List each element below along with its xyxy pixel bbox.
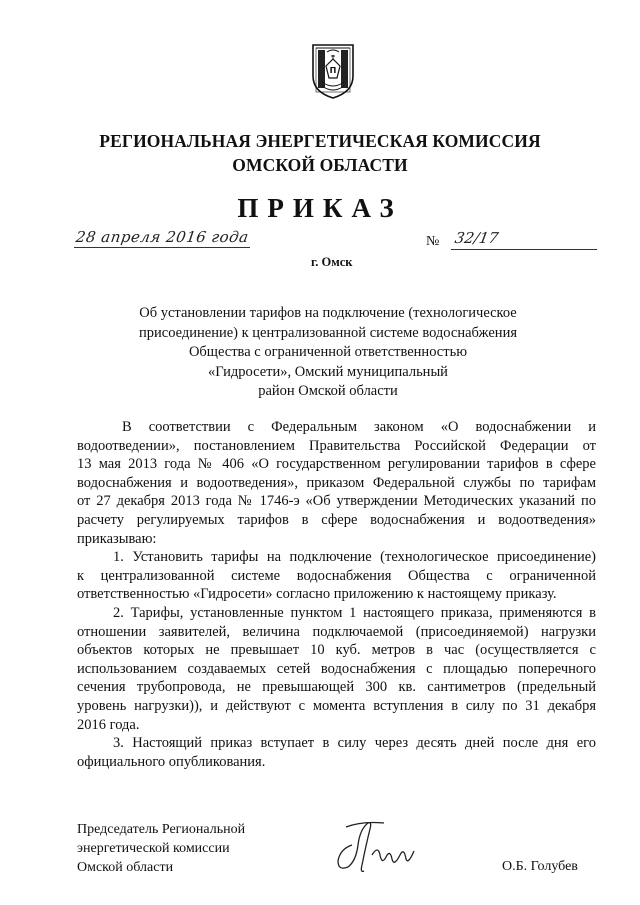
body-line: от 27 декабря 2013 года № 1746-э «Об утверждении Методических указаний по xyxy=(77,493,596,510)
signatory-name: О.Б. Голубев xyxy=(502,859,578,874)
subject-line: район Омской области xyxy=(258,383,398,400)
subject-line: «Гидросети», Омский муниципальный xyxy=(208,363,448,380)
order-subject xyxy=(118,304,538,402)
position-line: энергетической комиссии xyxy=(77,840,230,856)
handwritten-signature xyxy=(332,815,418,877)
item3-line: 3. Настоящий приказ вступает в силу через десять дней после дня его xyxy=(113,735,596,752)
body-line: В соответствии с Федеральным законом «О водоснабжении и xyxy=(122,419,596,435)
item2-line: 2. Тарифы, установленные пунктом 1 настоящего приказа, применяются в xyxy=(113,604,596,621)
item3-line: официального опубликования. xyxy=(77,753,266,770)
omsk-coat-of-arms-icon xyxy=(310,42,356,100)
item1-line: 1. Установить тарифы на подключение (технологическое присоединение) xyxy=(113,549,596,566)
subject-line: Об установлении тарифов на подключение (технологическое xyxy=(139,305,517,321)
position-line: Председатель Региональной xyxy=(77,822,246,837)
item2-line: уровень нагрузки)), и действуют с момента вступления в силу по 31 декабря xyxy=(77,697,596,714)
body-line: водоотведении», постановлением Правительства Российской Федерации от xyxy=(77,437,596,454)
organization-name-line2: ОМСКОЙ ОБЛАСТИ xyxy=(232,155,408,175)
item1-line: к централизованной системе водоснабжения Общества с ограниченной xyxy=(77,567,596,584)
number-underline xyxy=(451,249,597,250)
item2-line: 2016 года. xyxy=(77,716,140,733)
document-type-title: ПРИКАЗ xyxy=(237,193,403,223)
handwritten-number: 32/17 xyxy=(453,229,500,247)
date-underline xyxy=(74,247,250,248)
item2-line: объектов которых не превышает 10 куб. метров в час (осуществляется с xyxy=(77,642,596,659)
city-label: г. Омск xyxy=(311,255,353,269)
signatory-position xyxy=(77,821,245,877)
position-line: Омской области xyxy=(77,859,174,875)
svg-text:П: П xyxy=(329,66,337,75)
body-line: водоснабжения и водоотведения», приказом Федеральной службы по тарифам xyxy=(77,474,596,491)
item2-line: отношении заявителей, величина подключаемой (присоединяемой) нагрузки xyxy=(77,623,596,640)
subject-line: присоединение) к централизованной системе водоснабжения xyxy=(138,324,517,341)
organization-name-line1: РЕГИОНАЛЬНАЯ ЭНЕРГЕТИЧЕСКАЯ КОМИССИЯ xyxy=(99,131,541,151)
item2-line: использованием создаваемых сетей водоснабжения с площадью поперечного xyxy=(77,660,596,677)
item2-line: сечения трубопровода, не превышающей 300 кв. сантиметров (предельный xyxy=(77,679,596,696)
handwritten-date: 28 апреля 2016 года xyxy=(74,228,250,246)
body-line: приказываю: xyxy=(77,530,157,547)
subject-line: Общества с ограниченной ответственностью xyxy=(188,344,468,361)
number-sign: № xyxy=(426,234,440,249)
item1-line: ответственностью «Гидросети» согласно приложению к настоящему приказу. xyxy=(77,586,557,603)
body-line: 13 мая 2013 года № 406 «О государственном регулировании тарифов в сфере xyxy=(77,456,596,473)
order-body xyxy=(77,418,596,771)
body-line: расчету регулируемых тарифов в сфере водоснабжения и водоотведения» xyxy=(77,511,596,528)
